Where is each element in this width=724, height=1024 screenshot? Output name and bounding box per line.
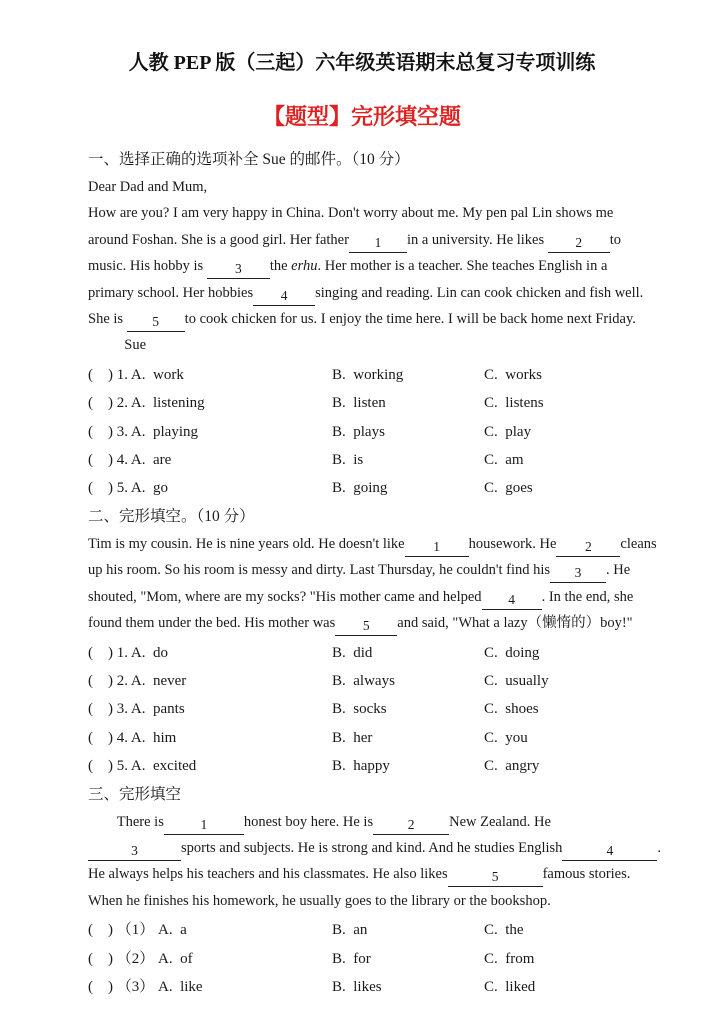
- answer-bracket-and-option-a: ( ) （2） A. of: [88, 950, 193, 967]
- answer-bracket-and-option-a: ( ) 1. A. work: [88, 366, 184, 383]
- option-c: C. am: [484, 452, 524, 469]
- passage-line: around Foshan. She is a good girl. Her father 1 in a university. He likes 2 to: [88, 227, 636, 253]
- option-b: B. going: [332, 480, 388, 497]
- option-b: B. is: [332, 452, 364, 469]
- exercise-section: [88, 781, 662, 1002]
- option-c: C. play: [484, 423, 532, 440]
- option-b: B. working: [332, 366, 404, 383]
- passage-line: found them under the bed. His mother was 5 and said, "What a lazy（懒惰的）boy!": [88, 610, 636, 636]
- passage-line: music. His hobby is 3 the erhu. Her mother is a teacher. She teaches English in a: [88, 253, 636, 279]
- sections-container: [88, 146, 662, 1001]
- option-c: C. shoes: [484, 701, 539, 718]
- answer-blank-3: 3: [88, 843, 181, 861]
- question-row: [88, 639, 636, 667]
- answer-bracket-and-option-a: ( ) 2. A. listening: [88, 395, 205, 412]
- option-c: C. listens: [484, 395, 544, 412]
- question-row: [88, 916, 636, 944]
- passage-line: 3 sports and subjects. He is strong and kind. And he studies English 4 .: [88, 835, 636, 861]
- answer-blank-1: 1: [164, 817, 244, 835]
- passage-line: primary school. Her hobbies 4 singing and reading. Lin can cook chicken and fish well.: [88, 280, 636, 306]
- answer-bracket-and-option-a: ( ) （3） A. like: [88, 978, 203, 995]
- question-row: [88, 418, 636, 446]
- option-c: C. angry: [484, 758, 540, 775]
- option-b: B. for: [332, 950, 371, 967]
- question-row: [88, 695, 636, 723]
- answer-bracket-and-option-a: ( ) （1） A. a: [88, 922, 187, 939]
- answer-bracket-and-option-a: ( ) 5. A. go: [88, 480, 168, 497]
- answer-blank-2: 2: [548, 235, 610, 253]
- page-subtitle: 【题型】完形填空题: [262, 104, 461, 129]
- option-b: B. plays: [332, 423, 385, 440]
- option-c: C. goes: [484, 480, 533, 497]
- question-row: [88, 945, 636, 973]
- option-c: C. the: [484, 922, 524, 939]
- option-b: B. listen: [332, 395, 386, 412]
- answer-bracket-and-option-a: ( ) 3. A. playing: [88, 423, 198, 440]
- page-title: 人教 PEP 版（三起）六年级英语期末总复习专项训练: [128, 52, 596, 74]
- passage-line: When he finishes his homework, he usually goes to the library or the bookshop.: [88, 892, 551, 909]
- answer-blank-3: 3: [550, 565, 606, 583]
- question-row: [88, 474, 636, 502]
- question-row: [88, 973, 636, 1001]
- answer-blank-5: 5: [335, 618, 397, 636]
- question-row: [88, 752, 636, 780]
- answer-blank-1: 1: [349, 235, 407, 253]
- question-list: [88, 916, 636, 1001]
- question-row: [88, 446, 636, 474]
- answer-bracket-and-option-a: ( ) 5. A. excited: [88, 758, 197, 775]
- option-c: C. from: [484, 950, 535, 967]
- question-row: [88, 667, 636, 695]
- passage-line: up his room. So his room is messy and dirty. Last Thursday, he couldn't find his 3 . He: [88, 557, 636, 583]
- answer-blank-1: 1: [405, 539, 469, 557]
- exercise-section: [88, 146, 644, 503]
- answer-blank-2: 2: [373, 817, 449, 835]
- passage-line: Tim is my cousin. He is nine years old. He doesn't like 1 housework. He 2 cleans: [88, 531, 636, 557]
- answer-blank-5: 5: [448, 869, 543, 887]
- option-b: B. socks: [332, 701, 387, 718]
- passage: [88, 809, 662, 915]
- answer-bracket-and-option-a: ( ) 4. A. are: [88, 452, 172, 469]
- passage: [88, 531, 657, 637]
- option-c: C. doing: [484, 644, 540, 661]
- passage-line: He always helps his teachers and his classmates. He also likes 5 famous stories.: [88, 861, 636, 887]
- option-c: C. liked: [484, 978, 536, 995]
- italic-word: erhu: [291, 258, 318, 275]
- option-b: B. always: [332, 672, 395, 689]
- passage-line: She is 5 to cook chicken for us. I enjoy the time here. I will be back home next Friday.: [88, 306, 636, 332]
- answer-blank-4: 4: [482, 592, 542, 610]
- answer-blank-4: 4: [562, 843, 657, 861]
- answer-bracket-and-option-a: ( ) 2. A. never: [88, 672, 187, 689]
- answer-blank-2: 2: [556, 539, 620, 557]
- question-row: [88, 724, 636, 752]
- exercise-section: [88, 503, 657, 781]
- option-b: B. likes: [332, 978, 382, 995]
- passage-line: Dear Dad and Mum,: [88, 179, 208, 195]
- option-c: C. usually: [484, 672, 549, 689]
- question-row: [88, 361, 636, 389]
- answer-blank-5: 5: [127, 314, 185, 332]
- option-b: B. an: [332, 922, 368, 939]
- section-heading: 一、选择正确的选项补全 Sue 的邮件。（10 分）: [88, 151, 410, 168]
- section-heading: 三、完形填空: [88, 785, 182, 803]
- passage: [88, 174, 644, 359]
- passage-line: How are you? I am very happy in China. Don't worry about me. My pen pal Lin shows me: [88, 205, 614, 222]
- answer-bracket-and-option-a: ( ) 3. A. pants: [88, 701, 185, 718]
- answer-bracket-and-option-a: ( ) 4. A. him: [88, 729, 177, 746]
- option-c: C. works: [484, 366, 542, 383]
- passage-line: Sue: [88, 337, 146, 354]
- passage-line: shouted, "Mom, where are my socks? "His mother came and helped 4 . In the end, she: [88, 584, 636, 610]
- answer-bracket-and-option-a: ( ) 1. A. do: [88, 644, 168, 661]
- option-b: B. her: [332, 729, 373, 746]
- option-c: C. you: [484, 729, 528, 746]
- answer-blank-3: 3: [207, 261, 270, 279]
- question-row: [88, 389, 636, 417]
- passage-line: There is 1 honest boy here. He is 2 New Zealand. He: [88, 809, 636, 835]
- question-list: [88, 361, 636, 503]
- section-heading: 二、完形填空。（10 分）: [88, 507, 255, 525]
- option-b: B. did: [332, 644, 373, 661]
- option-b: B. happy: [332, 758, 390, 775]
- question-list: [88, 639, 636, 781]
- answer-blank-4: 4: [253, 288, 315, 306]
